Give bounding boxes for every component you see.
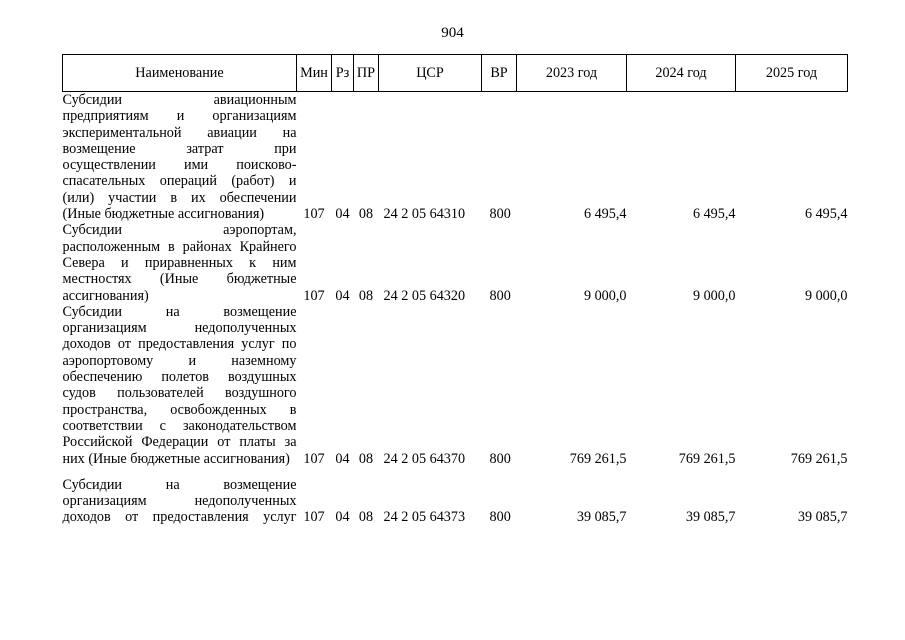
row-pr: 08 (358, 450, 374, 467)
row-2024: 769 261,5 (678, 450, 736, 467)
row-2024: 6 495,4 (692, 206, 736, 223)
row-rz: 04 (335, 450, 350, 467)
row-pr: 08 (358, 206, 374, 223)
row-min: 107 (303, 450, 325, 467)
header-pr: ПР (354, 55, 379, 92)
row-2025: 39 085,7 (797, 509, 848, 526)
row-vr: 800 (489, 509, 511, 526)
header-csr: ЦСР (379, 55, 482, 92)
row-name: Субсидии на возмещение организациям недополученных доходов от предоставления услуг по аэропортовому и наземному обеспечению полетов воздушных судов пользователей воздушного пространства, освобожденных в соответствии с законодательством Российской Федерации от платы за них (Иные бюджетные ассигнования) (62, 303, 297, 467)
row-2023: 6 495,4 (583, 206, 627, 223)
header-rz: Рз (332, 55, 354, 92)
header-min: Мин (297, 55, 332, 92)
row-csr: 24 2 05 64320 (383, 287, 466, 304)
row-rz: 04 (335, 287, 350, 304)
header-name: Наименование (63, 55, 297, 92)
row-rz: 04 (335, 509, 350, 526)
row-rz: 04 (335, 206, 350, 223)
row-2025: 9 000,0 (804, 287, 848, 304)
row-2025: 6 495,4 (804, 206, 848, 223)
row-name: Субсидии аэропортам, расположенным в районах Крайнего Севера и приравненных к ним местностях (Иные бюджетные ассигнования) (62, 222, 297, 304)
table-row (63, 92, 848, 223)
header-2025: 2025 год (736, 55, 848, 92)
row-pr: 08 (358, 287, 374, 304)
row-pr: 08 (358, 509, 374, 526)
row-name: Субсидии на возмещение организациям недополученных доходов от предоставления услуг (62, 476, 297, 526)
row-2023: 39 085,7 (576, 509, 627, 526)
page-number: 904 (441, 25, 464, 41)
header-row (63, 55, 848, 92)
row-min: 107 (303, 206, 325, 223)
row-csr: 24 2 05 64370 (383, 450, 466, 467)
table-row (63, 304, 848, 467)
row-vr: 800 (489, 450, 511, 467)
row-csr: 24 2 05 64310 (383, 206, 466, 223)
row-2025: 769 261,5 (790, 450, 848, 467)
header-vr: ВР (482, 55, 517, 92)
row-min: 107 (303, 509, 325, 526)
row-vr: 800 (489, 206, 511, 223)
row-csr: 24 2 05 64373 (383, 509, 466, 526)
row-2023: 769 261,5 (569, 450, 627, 467)
header-2024: 2024 год (627, 55, 736, 92)
table-row (63, 222, 848, 303)
row-vr: 800 (489, 287, 511, 304)
header-2023: 2023 год (517, 55, 627, 92)
row-2024: 39 085,7 (685, 509, 736, 526)
row-2024: 9 000,0 (692, 287, 736, 304)
table-row (63, 467, 848, 526)
budget-table (62, 54, 848, 526)
row-2023: 9 000,0 (583, 287, 627, 304)
row-min: 107 (303, 287, 325, 304)
row-name: Субсидии авиационным предприятиям и организациям экспериментальной авиации на возмещение затрат при осуществлении ими поисково-спасательных операций (работ) и (или) участии в их обеспечении (Иные бюджетные ассигнования) (62, 92, 297, 223)
